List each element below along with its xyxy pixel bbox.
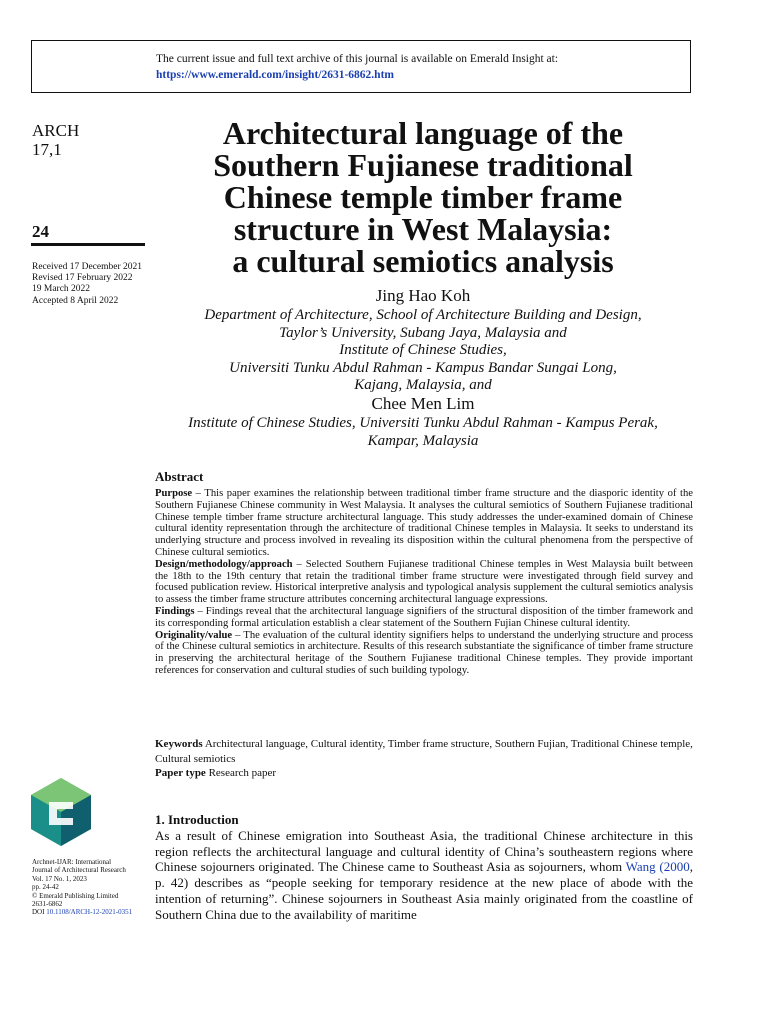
title-line: Southern Fujianese traditional [213, 147, 633, 183]
paper-type-text: Research paper [205, 767, 277, 779]
page-number: 24 [32, 222, 49, 241]
volume-issue: 17,1 [32, 140, 62, 159]
citation-line: Vol. 17 No. 1, 2023 [32, 874, 87, 883]
abstract-purpose [155, 488, 693, 559]
intro-text: As a result of Chinese emigration into Southeast Asia, the traditional Chinese architecture in this region reflects the architectural language and cultural identity of China’s southeastern regions where Chinese sojourners originated. The Chinese came to Southeast Asia as sojourners, whom [155, 828, 693, 875]
keywords-label: Keywords [155, 738, 203, 750]
section-label: Findings [155, 605, 195, 617]
reference-link-author[interactable]: Wang [625, 859, 656, 875]
section-text: – The evaluation of the cultural identity signifiers helps to understand the underlying structure and process of the Chinese cultural semiotics in architecture. Results of this research substantiate the significance of timber frame structure in preserving the architectural heritage of the Southern Fujianese traditional Chinese temples. They provide important references for conservation and cultural studies of such building typology. [155, 629, 693, 676]
affiliation-line: Kampar, Malaysia [367, 432, 479, 449]
received-date: Received 17 December 2021 [32, 262, 142, 272]
keywords [155, 737, 693, 767]
affiliation-line: Institute of Chinese Studies, Universiti Tunku Abdul Rahman - Kampus Perak, [188, 415, 658, 431]
section-text: – Findings reveal that the architectural language signifiers of the structural disposition of the timber framework and its corresponding formal articulation establish a clear statement of the Southern Fujian Chinese cultural identity. [155, 605, 693, 629]
citation-line: © Emerald Publishing Limited [32, 891, 119, 900]
doi-label: DOI [32, 908, 47, 917]
abstract-heading: Abstract [155, 469, 204, 484]
section-label: Originality/value [155, 629, 233, 641]
section-text: – This paper examines the relationship between traditional timber frame structure and the diasporic identity of the Southern Fujianese Chinese community in West Malaysia. It analyses the cultural semiotics of Southern Fujianese traditional Chinese temple timber frame structure architectural language. This study addresses the under-examined domain of Chinese cultural identity representation through the architecture of traditional Chinese temples in Malaysia. It seeks to understand its underlying structure and process involved in revealing its disposition within the cultural phenomena from the perspective of Chinese cultural semiotics. [155, 488, 693, 558]
abstract-body [155, 488, 693, 677]
affiliation-line: Kajang, Malaysia, and [354, 377, 492, 393]
intro-text: , p. 42) describes as “people seeking for temporary residence at the new place of abode with the intention of returning”. Chinese sojourners in Southeast Asia mainly originated from the coastline of Southern China due to the availability of maritime [155, 859, 693, 922]
revised-date: Revised 17 February 2022 [32, 273, 133, 284]
title-line: Architectural language of the [222, 115, 624, 151]
history-dates [32, 262, 142, 307]
abstract-originality [155, 630, 693, 677]
accepted-date: Accepted 8 April 2022 [32, 295, 119, 306]
article-title [168, 117, 678, 277]
author-name: Jing Hao Koh [375, 286, 471, 305]
affiliation-line: Universiti Tunku Abdul Rahman - Kampus Bandar Sungai Long, [229, 359, 617, 376]
abstract-design [155, 559, 693, 606]
author-name: Chee Men Lim [371, 394, 475, 413]
title-line: Chinese temple timber frame [223, 179, 623, 215]
section-text: – Selected Southern Fujianese traditional Chinese temples in West Malaysia built between the 18th to the 19th century that retain the traditional timber frame structure were investigated through field survey and focused publication review. Historical interpretive analysis and typological analysis supplement the cultural semiotics analysis to assess the timber frame structure attributes concerning architectural language expressions. [155, 558, 693, 606]
journal-logo-icon [31, 778, 91, 846]
author-affiliation [150, 307, 696, 395]
revised-date-2: 19 March 2022 [32, 284, 91, 295]
access-notice-text: The current issue and full text archive of this journal is available on Emerald Insight at: [156, 53, 559, 65]
citation-line: Journal of Architectural Research [32, 866, 126, 875]
citation-line: 2631-6862 [32, 900, 63, 909]
title-line: a cultural semiotics analysis [232, 243, 614, 279]
section-label: Design/methodology/approach [155, 558, 293, 570]
doi-line [32, 908, 144, 916]
reference-link-year[interactable]: (2000 [659, 859, 690, 875]
journal-abbr: ARCH [32, 121, 80, 140]
intro-paragraph [155, 828, 693, 922]
abstract-findings [155, 606, 693, 630]
access-notice-box [31, 40, 691, 93]
intro-heading: 1. Introduction [155, 812, 239, 827]
keywords-text: Architectural language, Cultural identity, Timber frame structure, Southern Fujian, Traditional Chinese temple, Cultural semiotics [155, 738, 693, 765]
journal-volume [32, 121, 79, 159]
section-label: Purpose [155, 488, 193, 499]
citation-line: Archnet-IJAR: International [32, 858, 112, 866]
page-number-rule [31, 243, 145, 246]
citation-line: pp. 24-42 [32, 883, 59, 892]
affiliation-line: Institute of Chinese Studies, [339, 342, 507, 358]
journal-url-link[interactable]: https://www.emerald.com/insight/2631-6862.htm [156, 69, 394, 81]
paper-type-label: Paper type [155, 767, 206, 779]
author-affiliation [150, 415, 696, 450]
citation-block [32, 858, 144, 917]
affiliation-line: Taylor’s University, Subang Jaya, Malaysia and [279, 324, 567, 341]
doi-link[interactable]: 10.1108/ARCH-12-2021-0351 [46, 908, 133, 917]
paper-type [155, 767, 276, 779]
title-line: structure in West Malaysia: [233, 211, 613, 247]
affiliation-line: Department of Architecture, School of Architecture Building and Design, [204, 307, 642, 323]
